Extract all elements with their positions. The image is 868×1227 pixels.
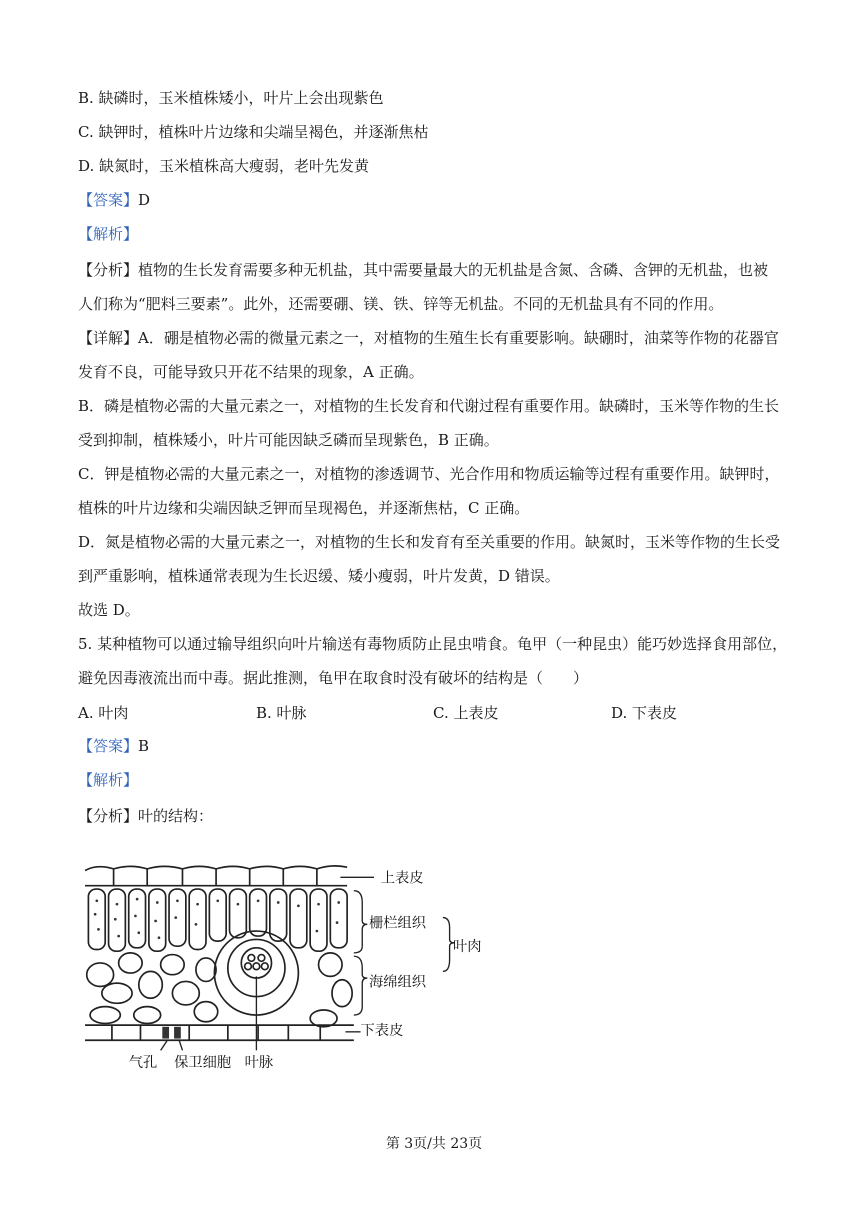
leaf-cross-section-diagram bbox=[80, 838, 500, 1098]
detail-a: 【详解】A．硼是植物必需的微量元素之一，对植物的生殖生长有重要影响。缺硼时，油菜等作物的花器官 bbox=[78, 329, 779, 347]
spongy-cells bbox=[87, 953, 352, 1027]
lower-epidermis-cells bbox=[85, 1025, 354, 1040]
label-upper-epidermis: 上表皮 bbox=[380, 870, 424, 887]
option-c-prev: C. 缺钾时，植株叶片边缘和尖端呈褐色，并逐渐焦枯 bbox=[78, 123, 429, 141]
stoma-guard-cells bbox=[162, 1027, 180, 1039]
label-lower-epidermis: 下表皮 bbox=[360, 1023, 404, 1040]
question-5-options bbox=[78, 702, 798, 724]
answer-line-4: 【答案】D bbox=[78, 191, 151, 209]
question-5-cont: 避免因毒液流出而中毒。据此推测，龟甲在取食时没有破坏的结构是（ ） bbox=[78, 669, 589, 687]
analysis-tag: 【解析】 bbox=[78, 225, 139, 243]
detail-a-cont: 发育不良，可能导致只开花不结果的现象，A 正确。 bbox=[78, 363, 424, 381]
option-b: B. 叶脉 bbox=[256, 704, 307, 722]
palisade-chloroplasts bbox=[94, 898, 340, 939]
answer-line-5: 【答案】B bbox=[78, 737, 150, 755]
analysis-heading-4 bbox=[78, 224, 796, 244]
detail-d: D．氮是植物必需的大量元素之一，对植物的生长和发育有至关重要的作用。缺氮时，玉米等作物的生长受 bbox=[78, 533, 781, 551]
detail-b-cont: 受到抑制，植株矮小，叶片可能因缺乏磷而呈现紫色，B 正确。 bbox=[78, 431, 499, 449]
label-stoma: 气孔 bbox=[128, 1055, 158, 1072]
upper-epidermis-cells bbox=[85, 866, 347, 886]
label-mesophyll: 叶肉 bbox=[452, 939, 482, 956]
option-d-prev: D. 缺氮时，玉米植株高大瘦弱，老叶先发黄 bbox=[78, 157, 370, 175]
label-guard-cell: 保卫细胞 bbox=[174, 1055, 232, 1072]
analysis-paragraph: 【分析】植物的生长发育需要多种无机盐，其中需要量最大的无机盐是含氮、含磷、含钾的无机盐，也被 bbox=[78, 261, 769, 279]
label-vein: 叶脉 bbox=[244, 1055, 274, 1072]
leaf-cross-section-figure bbox=[80, 838, 500, 1098]
option-a: A. 叶肉 bbox=[78, 704, 129, 722]
detail-d-cont: 到严重影响，植株通常表现为生长迟缓、矮小瘦弱，叶片发黄，D 错误。 bbox=[78, 567, 560, 585]
leaf-structure-intro: 【分析】叶的结构： bbox=[78, 807, 214, 825]
page-footer: 第 3页/共 23页 bbox=[385, 1136, 483, 1152]
option-c: C. 上表皮 bbox=[433, 704, 499, 722]
analysis-paragraph-cont: 人们称为“肥料三要素”。此外，还需要硼、镁、铁、锌等无机盐。不同的无机盐具有不同的作用。 bbox=[78, 295, 724, 313]
label-spongy: 海绵组织 bbox=[368, 974, 427, 991]
detail-b: B．磷是植物必需的大量元素之一，对植物的生长发育和代谢过程有重要作用。缺磷时，玉米等作物的生长 bbox=[78, 397, 780, 415]
label-palisade: 栅栏组织 bbox=[368, 915, 427, 932]
detail-c: C．钾是植物必需的大量元素之一，对植物的渗透调节、光合作用和物质运输等过程有重要作用。缺钾时， bbox=[78, 465, 780, 483]
detail-c-cont: 植株的叶片边缘和尖端因缺乏钾而呈现褐色，并逐渐焦枯，C 正确。 bbox=[78, 499, 530, 517]
palisade-cells bbox=[88, 889, 347, 951]
option-b-prev: B. 缺磷时，玉米植株矮小，叶片上会出现紫色 bbox=[78, 89, 384, 107]
question-5: 5. 某种植物可以通过输导组织向叶片输送有毒物质防止昆虫啃食。龟甲（一种昆虫）能巧妙选择食用部位， bbox=[78, 635, 788, 653]
answer-tag: 【答案】 bbox=[78, 737, 139, 755]
conclusion: 故选 D。 bbox=[78, 601, 140, 619]
analysis-heading-5 bbox=[78, 770, 796, 790]
option-d: D. 下表皮 bbox=[611, 704, 678, 722]
analysis-tag: 【解析】 bbox=[78, 771, 139, 789]
answer-tag: 【答案】 bbox=[78, 191, 139, 209]
